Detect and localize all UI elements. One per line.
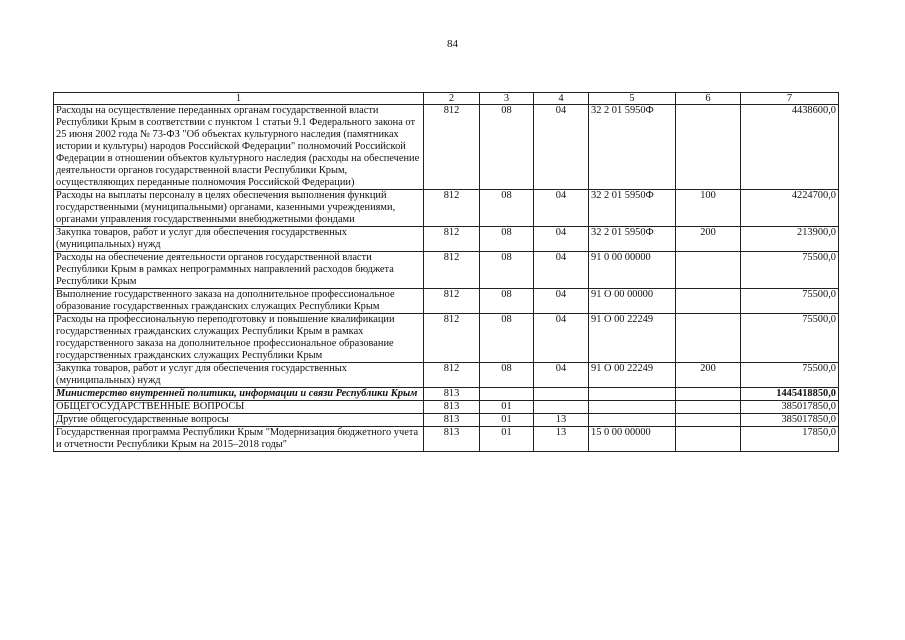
col-header-1: 1 [54,93,424,105]
row-amount-cell: 385017850,0 [741,401,839,414]
row-amount-cell: 75500,0 [741,252,839,289]
row-col3-cell: 01 [480,414,534,427]
row-col3-cell: 08 [480,363,534,388]
row-name-cell: Другие общегосударственные вопросы [54,414,424,427]
row-amount-cell: 17850,0 [741,427,839,452]
row-amount-cell: 75500,0 [741,289,839,314]
row-col4-cell: 04 [534,252,589,289]
row-col6-cell [676,401,741,414]
row-amount-cell: 385017850,0 [741,414,839,427]
row-amount-cell: 75500,0 [741,314,839,363]
row-name-cell: Выполнение государственного заказа на дополнительное профессиональное образование государственных гражданских служащих Республики Крым [54,289,424,314]
table-row [54,190,839,227]
page-number: 84 [447,38,458,50]
table-row [54,314,839,363]
row-col4-cell: 13 [534,414,589,427]
row-col5-cell [589,388,676,401]
row-col2-cell: 812 [424,227,480,252]
row-col4-cell: 04 [534,227,589,252]
row-col5-cell: 91 О 00 22249 [589,363,676,388]
row-col3-cell [480,388,534,401]
row-col4-cell: 13 [534,427,589,452]
col-header-6: 6 [676,93,741,105]
row-col4-cell: 04 [534,105,589,190]
col-header-5: 5 [589,93,676,105]
column-number-row [54,93,839,105]
row-amount-cell: 75500,0 [741,363,839,388]
row-col2-cell: 812 [424,289,480,314]
row-name-cell: Расходы на осуществление переданных органам государственной власти Республики Крым в соответствии с пунктом 1 статьи 9.1 Федерального закона от 25 июня 2002 года № 73-ФЗ "Об объектах культурного наследия (памятниках истории и культуры) народов Российской Федерации" полномочий Российской Федерации в отношении объектов культурного наследия (расходы на обеспечение деятельности органов государственной власти Республики Крым, осуществляющих переданные полномочия Российской Федерации) [54,105,424,190]
row-col6-cell [676,289,741,314]
row-col5-cell: 91 О 00 22249 [589,314,676,363]
row-col2-cell: 812 [424,105,480,190]
table-row [54,252,839,289]
row-col2-cell: 813 [424,388,480,401]
row-col2-cell: 812 [424,190,480,227]
table-row [54,289,839,314]
row-col5-cell: 15 0 00 00000 [589,427,676,452]
row-amount-cell: 4438600,0 [741,105,839,190]
row-name-cell: Расходы на обеспечение деятельности органов государственной власти Республики Крым в рамках непрограммных направлений расходов бюджета Республики Крым [54,252,424,289]
row-col4-cell: 04 [534,289,589,314]
row-col5-cell [589,414,676,427]
col-header-3: 3 [480,93,534,105]
col-header-7: 7 [741,93,839,105]
row-col6-cell: 200 [676,227,741,252]
row-col4-cell [534,388,589,401]
row-col2-cell: 813 [424,414,480,427]
budget-table [53,92,839,452]
row-col2-cell: 813 [424,401,480,414]
row-name-cell: Государственная программа Республики Крым "Модернизация бюджетного учета и отчетности Республики Крым на 2015–2018 годы" [54,427,424,452]
row-col5-cell [589,401,676,414]
table-row [54,388,839,401]
col-header-2: 2 [424,93,480,105]
row-col4-cell: 04 [534,363,589,388]
row-col3-cell: 08 [480,190,534,227]
table-body [54,105,839,452]
row-col6-cell [676,414,741,427]
row-col3-cell: 01 [480,401,534,414]
row-col6-cell [676,388,741,401]
table-row [54,227,839,252]
row-amount-cell: 213900,0 [741,227,839,252]
row-name-cell: ОБЩЕГОСУДАРСТВЕННЫЕ ВОПРОСЫ [54,401,424,414]
row-col2-cell: 812 [424,314,480,363]
row-col6-cell: 100 [676,190,741,227]
row-col6-cell [676,105,741,190]
row-col6-cell [676,252,741,289]
row-col3-cell: 01 [480,427,534,452]
row-amount-cell: 1445418850,0 [741,388,839,401]
row-col2-cell: 813 [424,427,480,452]
table-row [54,427,839,452]
row-name-cell: Расходы на профессиональную переподготовку и повышение квалификации государственных гражданских служащих Республики Крым в рамках государственного заказа на дополнительное профессиональное образование государственных гражданских служащих Республики Крым [54,314,424,363]
row-col5-cell: 91 О 00 00000 [589,289,676,314]
row-name-cell: Расходы на выплаты персоналу в целях обеспечения выполнения функций государственными (муниципальными) органами, казенными учреждениями, органами управления государственными внебюджетными фондами [54,190,424,227]
row-col2-cell: 812 [424,252,480,289]
row-name-cell: Закупка товаров, работ и услуг для обеспечения государственных (муниципальных) нужд [54,363,424,388]
table-row [54,363,839,388]
row-col4-cell: 04 [534,190,589,227]
col-header-4: 4 [534,93,589,105]
row-col6-cell [676,427,741,452]
row-col5-cell: 32 2 01 5950Ф [589,227,676,252]
row-col5-cell: 91 0 00 00000 [589,252,676,289]
table-row [54,105,839,190]
row-col4-cell: 04 [534,314,589,363]
row-col3-cell: 08 [480,105,534,190]
table-row [54,414,839,427]
row-col4-cell [534,401,589,414]
row-col5-cell: 32 2 01 5950Ф [589,105,676,190]
row-name-cell: Министерство внутренней политики, информации и связи Республики Крым [54,388,424,401]
row-col6-cell [676,314,741,363]
row-name-cell: Закупка товаров, работ и услуг для обеспечения государственных (муниципальных) нужд [54,227,424,252]
row-col2-cell: 812 [424,363,480,388]
row-col3-cell: 08 [480,252,534,289]
row-col6-cell: 200 [676,363,741,388]
row-col3-cell: 08 [480,227,534,252]
row-amount-cell: 4224700,0 [741,190,839,227]
row-col3-cell: 08 [480,314,534,363]
row-col5-cell: 32 2 01 5950Ф [589,190,676,227]
row-col3-cell: 08 [480,289,534,314]
table-row [54,401,839,414]
